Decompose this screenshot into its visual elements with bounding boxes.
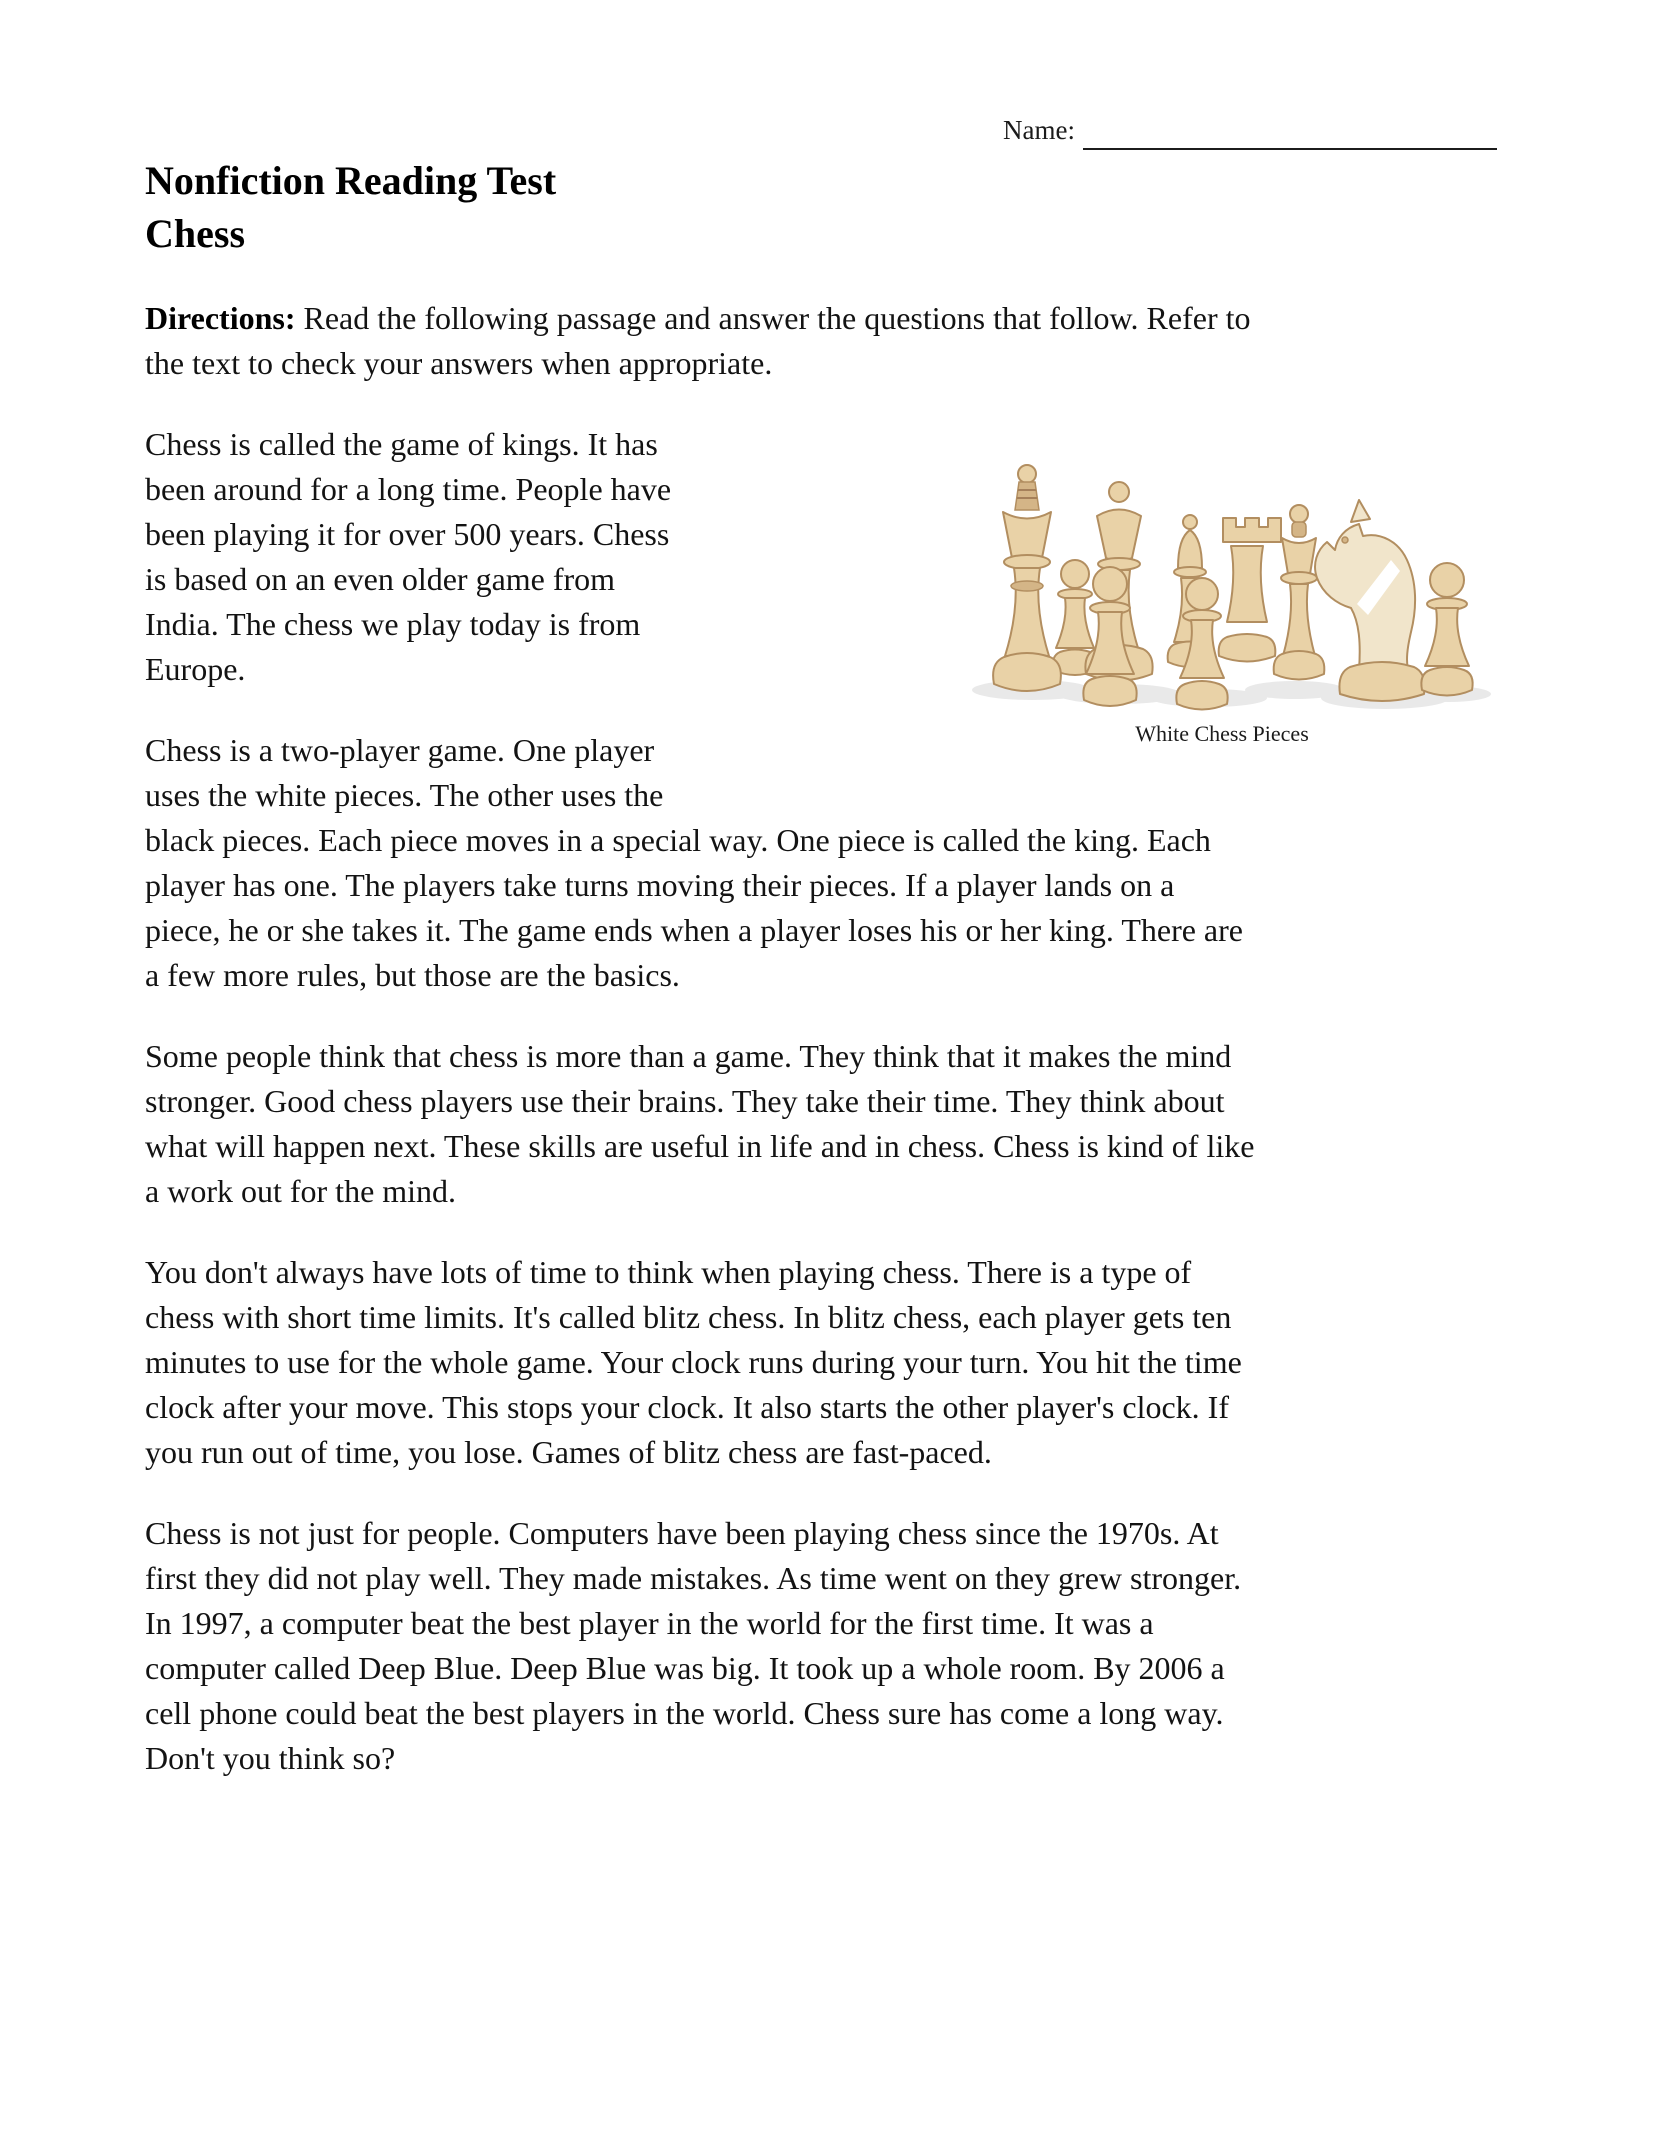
text-line: Don't you think so?: [145, 1740, 396, 1776]
reading-passage: [145, 422, 1497, 1781]
name-blank-line: [1083, 110, 1497, 150]
text-line: Chess is a two-player game. One player: [145, 732, 655, 768]
text-line: uses the white pieces. The other uses the: [145, 777, 664, 813]
name-field-row: [145, 0, 1497, 150]
chess-king-shape: [993, 465, 1061, 691]
text-line: cell phone could beat the best players in the world. Chess sure has come a long way.: [145, 1695, 1224, 1731]
text-line: been playing it for over 500 years. Chess: [145, 516, 670, 552]
directions-label: Directions:: [145, 300, 296, 336]
chess-rook-shape: [1219, 518, 1281, 662]
photo-caption: White Chess Pieces: [1135, 721, 1309, 746]
chess-right-pawn-shape: [1421, 563, 1472, 696]
text-line: Some people think that chess is more than a game. They think that it makes the mind: [145, 1038, 1232, 1074]
text-line: computer called Deep Blue. Deep Blue was big. It took up a whole room. By 2006 a: [145, 1650, 1225, 1686]
text-line: minutes to use for the whole game. Your clock runs during your turn. You hit the time: [145, 1344, 1242, 1380]
chess-photo-figure: [947, 422, 1497, 748]
text-line: Chess is called the game of kings. It has: [145, 426, 658, 462]
name-label: Name:: [1003, 115, 1075, 145]
page-title: [145, 154, 1497, 260]
passage-paragraph-3: [145, 1034, 1497, 1214]
title-line-1: Nonfiction Reading Test: [145, 158, 557, 203]
text-line: chess with short time limits. It's called blitz chess. In blitz chess, each player gets ten: [145, 1299, 1232, 1335]
text-line: been around for a long time. People have: [145, 471, 672, 507]
text-line: You don't always have lots of time to think when playing chess. There is a type of: [145, 1254, 1192, 1290]
directions-text-1: Read the following passage and answer the questions that follow. Refer to: [295, 300, 1251, 336]
text-line: what will happen next. These skills are useful in life and in chess. Chess is kind of like: [145, 1128, 1255, 1164]
passage-paragraph-4: [145, 1250, 1497, 1475]
text-line: a work out for the mind.: [145, 1173, 457, 1209]
text-line: In 1997, a computer beat the best player in the world for the first time. It was a: [145, 1605, 1154, 1641]
text-line: player has one. The players take turns moving their pieces. If a player lands on a: [145, 867, 1175, 903]
text-line: clock after your move. This stops your clock. It also starts the other player's clock. If: [145, 1389, 1229, 1425]
directions-line-1: [145, 296, 1497, 341]
directions-line-2: the text to check your answers when appropriate.: [145, 345, 773, 381]
text-line: stronger. Good chess players use their brains. They take their time. They think about: [145, 1083, 1225, 1119]
text-line: you run out of time, you lose. Games of blitz chess are fast-paced.: [145, 1434, 992, 1470]
text-line: India. The chess we play today is from: [145, 606, 641, 642]
directions: [145, 296, 1497, 386]
title-line-2: Chess: [145, 211, 246, 256]
chess-knight-shape: [1315, 500, 1425, 701]
text-line: piece, he or she takes it. The game ends when a player loses his or her king. There are: [145, 912, 1243, 948]
text-line: Chess is not just for people. Computers have been playing chess since the 1970s. At: [145, 1515, 1219, 1551]
white-chess-pieces-photo: [947, 422, 1497, 712]
text-line: Europe.: [145, 651, 246, 687]
text-line: is based on an even older game from: [145, 561, 616, 597]
passage-paragraph-2: [145, 728, 1497, 998]
text-line: black pieces. Each piece moves in a special way. One piece is called the king. Each: [145, 822, 1211, 858]
text-line: a few more rules, but those are the basics.: [145, 957, 680, 993]
text-line: first they did not play well. They made mistakes. As time went on they grew stronger.: [145, 1560, 1242, 1596]
passage-paragraph-5: [145, 1511, 1497, 1781]
